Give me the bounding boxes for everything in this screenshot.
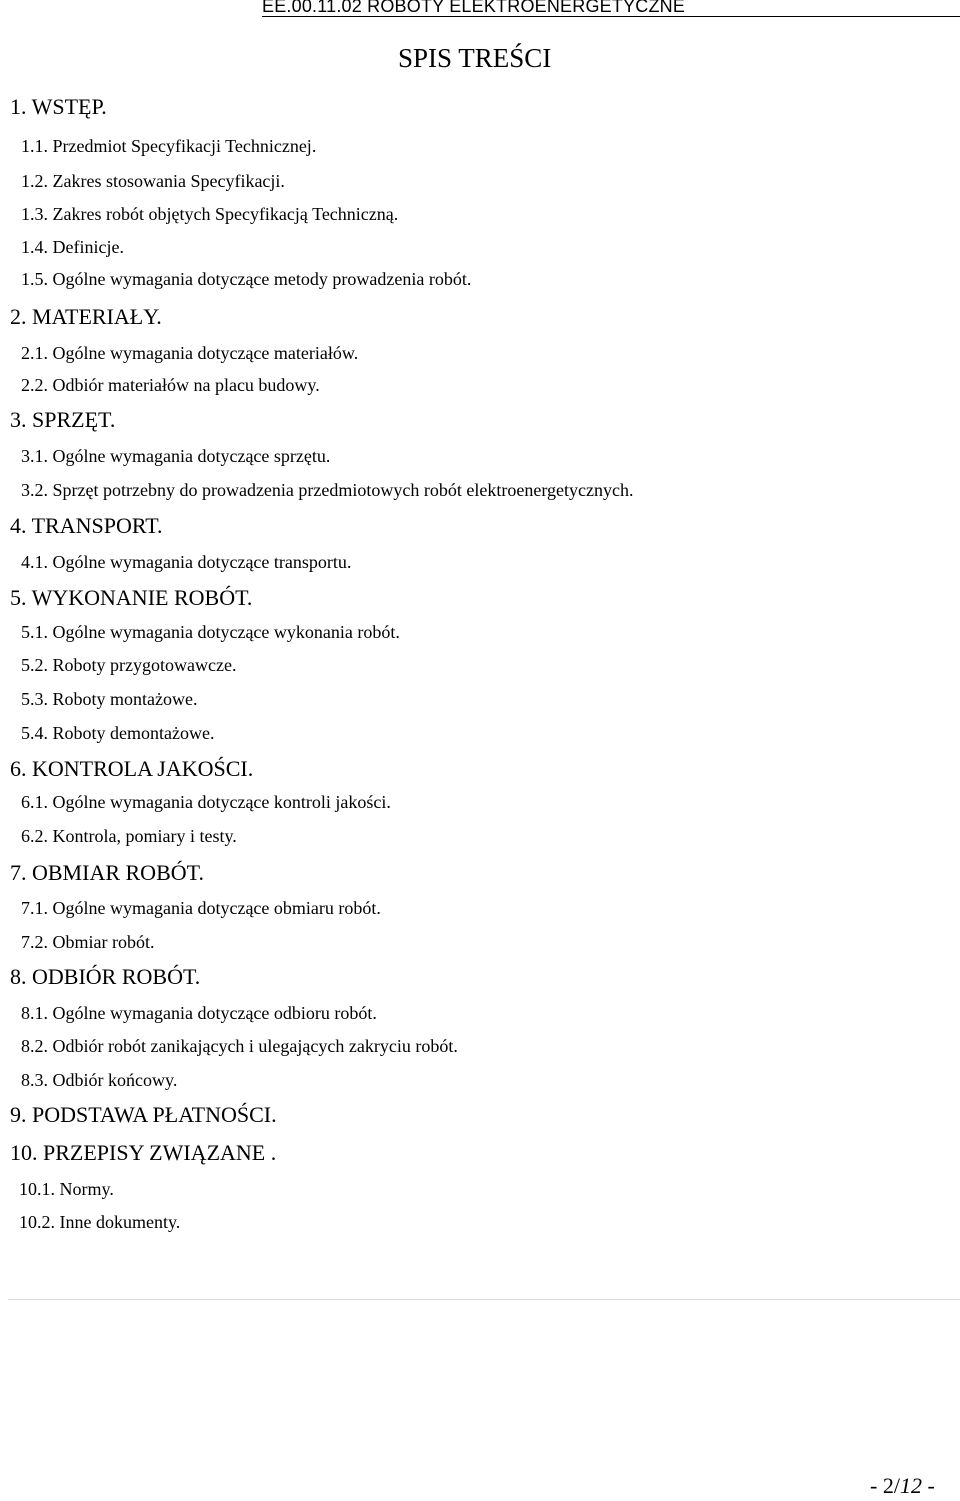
footer-divider — [8, 1299, 960, 1300]
page-number — [870, 1473, 935, 1499]
toc-subsection: 5.1. Ogólne wymagania dotyczące wykonania robót. — [21, 622, 400, 642]
toc-subsection: 7.2. Obmiar robót. — [21, 932, 155, 952]
page-number-suffix: - — [921, 1473, 935, 1498]
toc-subsection: 1.3. Zakres robót objętych Specyfikacją Techniczną. — [21, 204, 399, 224]
toc-section: 2. MATERIAŁY. — [10, 304, 162, 329]
toc-subsection: 6.2. Kontrola, pomiary i testy. — [21, 826, 237, 846]
toc-section: 6. KONTROLA JAKOŚCI. — [10, 756, 254, 781]
toc-subsection: 2.2. Odbiór materiałów na placu budowy. — [21, 375, 320, 395]
toc-section: 5. WYKONANIE ROBÓT. — [10, 585, 253, 610]
toc-section: 1. WSTĘP. — [10, 94, 107, 119]
toc-subsection: 1.4. Definicje. — [21, 237, 124, 257]
toc-subsection: 1.5. Ogólne wymagania dotyczące metody prowadzenia robót. — [21, 269, 472, 289]
page-title: SPIS TREŚCI — [398, 43, 552, 73]
toc-subsection: 4.1. Ogólne wymagania dotyczące transportu. — [21, 552, 352, 572]
toc-subsection: 7.1. Ogólne wymagania dotyczące obmiaru robót. — [21, 898, 381, 918]
toc-subsection: 2.1. Ogólne wymagania dotyczące materiałów. — [21, 343, 359, 363]
page-number-total: 12 — [899, 1473, 922, 1498]
toc-subsection: 8.2. Odbiór robót zanikających i ulegających zakryciu robót. — [21, 1036, 458, 1056]
toc-section: 10. PRZEPISY ZWIĄZANE . — [10, 1140, 277, 1165]
toc-subsection: 1.2. Zakres stosowania Specyfikacji. — [21, 171, 285, 191]
toc-section: 3. SPRZĘT. — [10, 407, 116, 432]
toc-subsection: 5.3. Roboty montażowe. — [21, 689, 198, 709]
toc-subsection: 3.2. Sprzęt potrzebny do prowadzenia przedmiotowych robót elektroenergetycznych. — [21, 480, 634, 500]
toc-subsection: 8.3. Odbiór końcowy. — [21, 1070, 178, 1090]
toc-subsection: 5.2. Roboty przygotowawcze. — [21, 655, 237, 675]
toc-subsection: 10.2. Inne dokumenty. — [19, 1212, 181, 1232]
toc-section: 9. PODSTAWA PŁATNOŚCI. — [10, 1102, 277, 1127]
running-header: EE.00.11.02 ROBOTY ELEKTROENERGETYCZNE — [262, 0, 686, 16]
toc-subsection: 8.1. Ogólne wymagania dotyczące odbioru robót. — [21, 1003, 377, 1023]
toc-subsection: 10.1. Normy. — [19, 1179, 114, 1199]
toc-subsection: 5.4. Roboty demontażowe. — [21, 723, 215, 743]
toc-section: 4. TRANSPORT. — [10, 513, 163, 538]
toc-section: 7. OBMIAR ROBÓT. — [10, 860, 204, 885]
toc-section: 8. ODBIÓR ROBÓT. — [10, 964, 201, 989]
toc-subsection: 3.1. Ogólne wymagania dotyczące sprzętu. — [21, 446, 331, 466]
toc-subsection: 6.1. Ogólne wymagania dotyczące kontroli jakości. — [21, 792, 391, 812]
page-number-prefix: - 2/ — [870, 1473, 900, 1498]
toc-subsection: 1.1. Przedmiot Specyfikacji Technicznej. — [21, 136, 317, 156]
